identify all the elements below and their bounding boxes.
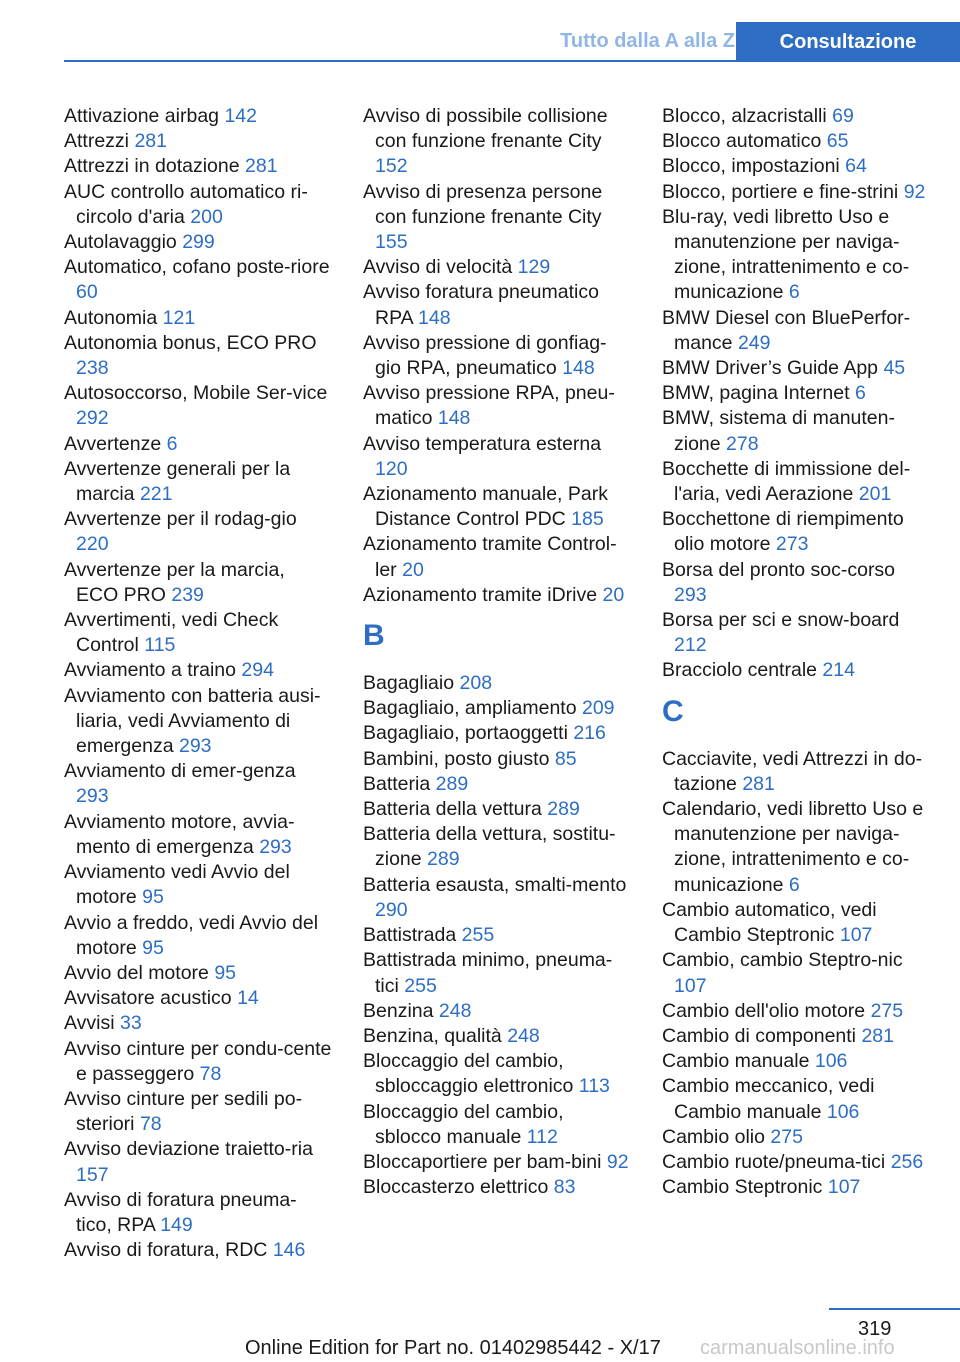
page-reference-link[interactable]: 208 bbox=[459, 672, 493, 695]
index-entry-term: Batteria della vettura, sostitu-zione bbox=[363, 823, 616, 871]
index-entry bbox=[662, 558, 930, 608]
page-reference-link[interactable]: 290 bbox=[375, 898, 408, 921]
index-entry bbox=[363, 873, 631, 923]
index-entry bbox=[64, 658, 332, 683]
page-reference-link[interactable]: 201 bbox=[858, 483, 892, 506]
index-entry-term: Batteria della vettura bbox=[363, 798, 542, 821]
index-entry-term: Bloccaportiere per bam-bini bbox=[363, 1150, 602, 1173]
index-entry bbox=[64, 911, 332, 961]
index-entry-term: Bambini, posto giusto bbox=[363, 747, 550, 770]
index-entry bbox=[64, 810, 332, 860]
page-reference-link[interactable]: 292 bbox=[76, 407, 109, 430]
page-reference-link[interactable]: 106 bbox=[814, 1050, 848, 1073]
page-reference-link[interactable]: 45 bbox=[883, 357, 906, 380]
index-entry bbox=[662, 1150, 930, 1175]
index-entry-term: Avvertenze per il rodag-gio bbox=[64, 508, 297, 531]
index-entry bbox=[363, 432, 631, 482]
index-entry bbox=[363, 532, 631, 582]
page-reference-link[interactable]: 6 bbox=[788, 281, 800, 304]
index-entry bbox=[363, 1049, 631, 1099]
page-reference-link[interactable]: 148 bbox=[437, 407, 471, 430]
page-reference-link[interactable]: 155 bbox=[375, 231, 408, 254]
section-title: Tutto dalla A alla Z bbox=[560, 30, 735, 52]
page-reference-link[interactable]: 238 bbox=[76, 357, 109, 380]
page-reference-link[interactable]: 20 bbox=[602, 583, 625, 606]
index-entry-term: Avviso di foratura pneuma-tico, RPA bbox=[64, 1188, 297, 1236]
index-entry bbox=[64, 381, 332, 431]
index-entry bbox=[662, 1049, 930, 1074]
index-entry bbox=[64, 432, 332, 457]
index-entry bbox=[662, 797, 930, 898]
index-entry bbox=[363, 381, 631, 431]
index-entry bbox=[662, 306, 930, 356]
index-entry bbox=[662, 999, 930, 1024]
page-reference-link[interactable]: 107 bbox=[827, 1176, 861, 1199]
page-reference-link[interactable]: 129 bbox=[517, 256, 551, 279]
index-entry-term: Cambio, cambio Steptro-nic bbox=[662, 949, 903, 972]
index-entry-term: Attrezzi bbox=[64, 130, 130, 153]
index-entry bbox=[64, 457, 332, 507]
page-reference-link[interactable]: 106 bbox=[826, 1100, 860, 1123]
index-entry-term: Cambio meccanico, vedi Cambio manuale bbox=[662, 1075, 875, 1123]
index-entry-term: Blocco, alzacristalli bbox=[662, 105, 827, 127]
page-reference-link[interactable]: 248 bbox=[507, 1024, 540, 1047]
index-entry-term: Avviso di possibile collisione con funzione frenante City bbox=[363, 105, 608, 153]
page-reference-link[interactable]: 255 bbox=[404, 974, 437, 997]
index-entry-term: Avviamento motore, avvia-mento di emergenza bbox=[64, 810, 295, 858]
index-entry-term: Azionamento tramite Control-ler bbox=[363, 533, 617, 581]
index-entry-term: Automatico, cofano poste-riore bbox=[64, 256, 330, 279]
page-reference-link[interactable]: 293 bbox=[674, 583, 707, 606]
index-entry-term: Avviso cinture per condu-cente e passeggero bbox=[64, 1037, 332, 1085]
page-reference-link[interactable]: 293 bbox=[76, 785, 109, 808]
page-reference-link[interactable]: 214 bbox=[822, 659, 855, 682]
page-reference-link[interactable]: 107 bbox=[839, 924, 873, 947]
index-entry-term: Avviso pressione di gonfiag-gio RPA, pneumatico bbox=[363, 331, 607, 380]
index-entry bbox=[64, 1137, 332, 1187]
index-entry bbox=[363, 747, 631, 772]
page-reference-link[interactable]: 78 bbox=[199, 1062, 222, 1085]
index-entry bbox=[662, 898, 930, 948]
index-entry-term: Batteria esausta, smalti-mento bbox=[363, 873, 627, 896]
page-reference-link[interactable]: 83 bbox=[553, 1176, 576, 1199]
index-entry bbox=[64, 986, 332, 1011]
index-entry-term: Avviso di foratura, RDC bbox=[64, 1239, 268, 1262]
index-entry-term: Autosoccorso, Mobile Ser-vice bbox=[64, 382, 328, 405]
index-entry-term: Battistrada minimo, pneuma-tici bbox=[363, 949, 613, 997]
page-reference-link[interactable]: 185 bbox=[571, 508, 604, 531]
index-entry bbox=[64, 759, 332, 809]
index-entry bbox=[662, 608, 930, 658]
page-reference-link[interactable]: 157 bbox=[76, 1163, 109, 1186]
index-entry-term: Avvertenze bbox=[64, 432, 162, 455]
page-reference-link[interactable]: 6 bbox=[854, 382, 866, 405]
page-reference-link[interactable]: 256 bbox=[890, 1150, 924, 1173]
index-entry-term: Avviso di velocità bbox=[363, 256, 513, 279]
index-entry-term: Avvisatore acustico bbox=[64, 987, 232, 1010]
index-entry-term: Avviamento vedi Avvio del motore bbox=[64, 861, 290, 909]
index-entry bbox=[363, 180, 631, 256]
index-entry-term: Avviamento a traino bbox=[64, 659, 236, 682]
page-reference-link[interactable]: 95 bbox=[142, 936, 164, 959]
index-column-1 bbox=[64, 104, 332, 1263]
page-reference-link[interactable]: 146 bbox=[272, 1239, 306, 1262]
index-entry bbox=[64, 1188, 332, 1238]
index-entry bbox=[64, 608, 332, 658]
index-entry-term: Azionamento tramite iDrive bbox=[363, 583, 598, 606]
page-reference-link[interactable]: 78 bbox=[139, 1113, 162, 1136]
index-entry-term: Cambio ruote/pneuma-tici bbox=[662, 1150, 886, 1173]
index-entry bbox=[662, 180, 930, 205]
page-reference-link[interactable]: 293 bbox=[178, 735, 212, 758]
index-entry-term: BMW, pagina Internet bbox=[662, 382, 850, 405]
index-entry bbox=[662, 154, 930, 179]
index-entry-term: Bocchettone di riempimento olio motore bbox=[662, 508, 904, 556]
page-reference-link[interactable]: 107 bbox=[674, 974, 707, 997]
index-entry-term: Avvertimenti, vedi Check Control bbox=[64, 609, 279, 657]
page-reference-link[interactable]: 273 bbox=[775, 533, 809, 556]
index-entry-term: Autolavaggio bbox=[64, 231, 177, 254]
index-entry bbox=[363, 721, 631, 746]
index-entry bbox=[363, 671, 631, 696]
page-reference-link[interactable]: 289 bbox=[547, 798, 580, 821]
page-reference-link[interactable]: 6 bbox=[788, 873, 800, 896]
page-reference-link[interactable]: 239 bbox=[171, 583, 204, 606]
index-entry bbox=[662, 658, 930, 683]
index-entry bbox=[64, 961, 332, 986]
index-entry-term: Avviso temperatura esterna bbox=[363, 432, 602, 455]
index-entry bbox=[662, 205, 930, 306]
index-entry bbox=[662, 747, 930, 797]
index-entry-term: Blocco, impostazioni bbox=[662, 155, 840, 178]
index-entry bbox=[64, 684, 332, 760]
index-entry bbox=[64, 331, 332, 381]
page-reference-link[interactable]: 275 bbox=[770, 1125, 803, 1148]
index-entry bbox=[64, 860, 332, 910]
index-entry-term: Bagagliaio, portaoggetti bbox=[363, 722, 568, 745]
index-entry bbox=[64, 1037, 332, 1087]
index-entry bbox=[363, 797, 631, 822]
page-reference-link[interactable]: 216 bbox=[573, 722, 606, 745]
index-entry bbox=[64, 1011, 332, 1036]
index-entry-term: Azionamento manuale, Park Distance Control PDC bbox=[363, 483, 608, 531]
page-reference-link[interactable]: 112 bbox=[526, 1125, 558, 1148]
page-reference-link[interactable]: 220 bbox=[76, 533, 109, 556]
footer-rule bbox=[829, 1308, 960, 1310]
page-reference-link[interactable]: 212 bbox=[674, 634, 707, 657]
page-reference-link[interactable]: 121 bbox=[162, 306, 196, 329]
index-entry-term: Battistrada bbox=[363, 924, 457, 947]
page-reference-link[interactable]: 20 bbox=[402, 558, 424, 581]
index-entry-term: Avvisi bbox=[64, 1012, 115, 1035]
page-reference-link[interactable]: 92 bbox=[903, 180, 926, 203]
page-reference-link[interactable]: 255 bbox=[461, 924, 495, 947]
page-reference-link[interactable]: 60 bbox=[76, 281, 98, 304]
page-reference-link[interactable]: 289 bbox=[435, 772, 469, 795]
index-entry bbox=[363, 999, 631, 1024]
page-reference-link[interactable]: 221 bbox=[139, 483, 173, 506]
index-entry bbox=[662, 1074, 930, 1124]
page-reference-link[interactable]: 65 bbox=[826, 130, 849, 153]
index-entry-term: Cambio Steptronic bbox=[662, 1176, 823, 1199]
index-entry bbox=[64, 558, 332, 608]
page-reference-link[interactable]: 120 bbox=[375, 457, 408, 480]
edition-note: Online Edition for Part no. 01402985442 - X/17 bbox=[245, 1337, 661, 1359]
index-entry-term: Calendario, vedi libretto Uso e manutenzione per naviga-zione, intrattenimento e co-municazione bbox=[662, 798, 924, 896]
index-entry bbox=[64, 104, 332, 129]
index-entry-term: Avviso di presenza persone con funzione frenante City bbox=[363, 180, 603, 228]
index-entry bbox=[64, 255, 332, 305]
page-reference-link[interactable]: 299 bbox=[182, 231, 215, 254]
index-entry-term: Cambio dell'olio motore bbox=[662, 999, 866, 1022]
index-entry bbox=[363, 280, 631, 330]
index-entry bbox=[363, 696, 631, 721]
index-entry bbox=[363, 104, 631, 180]
page-reference-link[interactable]: 281 bbox=[134, 130, 167, 153]
index-entry bbox=[64, 129, 332, 154]
index-entry-term: Benzina bbox=[363, 999, 434, 1022]
index-entry-term: Blocco, portiere e fine-strini bbox=[662, 180, 899, 203]
page-reference-link[interactable]: 249 bbox=[737, 331, 771, 354]
index-entry-term: Blocco automatico bbox=[662, 130, 822, 153]
page-reference-link[interactable]: 95 bbox=[214, 961, 237, 984]
index-entry-term: Bloccaggio del cambio, sblocco manuale bbox=[363, 1100, 564, 1148]
index-entry bbox=[662, 406, 930, 456]
page-reference-link[interactable]: 281 bbox=[861, 1024, 894, 1047]
index-entry-term: Batteria bbox=[363, 772, 431, 795]
index-entry-term: Borsa per sci e snow-board bbox=[662, 609, 900, 632]
index-entry-term: Cambio automatico, vedi Cambio Steptronic bbox=[662, 898, 877, 947]
index-entry bbox=[662, 948, 930, 998]
index-entry bbox=[363, 1024, 631, 1049]
index-entry-term: Avvio a freddo, vedi Avvio del motore bbox=[64, 911, 319, 959]
index-entry bbox=[662, 507, 930, 557]
page-reference-link[interactable]: 294 bbox=[241, 659, 274, 682]
index-letter-heading: B bbox=[363, 619, 385, 653]
page-reference-link[interactable]: 6 bbox=[166, 432, 178, 455]
index-entry-term: Bracciolo centrale bbox=[662, 659, 817, 682]
chapter-tab[interactable]: Consultazione bbox=[736, 22, 960, 62]
index-entry-term: Blu-ray, vedi libretto Uso e manutenzione per naviga-zione, intrattenimento e co-municazione bbox=[662, 205, 910, 304]
page-reference-link[interactable]: 275 bbox=[870, 999, 904, 1022]
index-entry bbox=[64, 1238, 332, 1263]
index-entry-term: BMW, sistema di manuten-zione bbox=[662, 407, 895, 455]
index-entry bbox=[64, 180, 332, 230]
index-column-2 bbox=[363, 104, 631, 1200]
index-entry-term: Borsa del pronto soc-corso bbox=[662, 558, 896, 581]
index-entry-term: Avvertenze per la marcia, ECO PRO bbox=[64, 558, 285, 606]
index-entry-term: Bocchette di immissione del-l'aria, vedi Aerazione bbox=[662, 457, 911, 506]
page-reference-link[interactable]: 85 bbox=[554, 747, 577, 770]
index-entry bbox=[363, 1100, 631, 1150]
page-reference-link[interactable]: 148 bbox=[562, 357, 595, 380]
page-reference-link[interactable]: 64 bbox=[845, 155, 867, 178]
index-entry-term: Cambio olio bbox=[662, 1125, 765, 1148]
index-entry-term: Avviso pressione RPA, pneu-matico bbox=[363, 382, 615, 430]
page-reference-link[interactable]: 115 bbox=[144, 634, 176, 657]
index-entry bbox=[64, 154, 332, 179]
page-reference-link[interactable]: 248 bbox=[438, 999, 472, 1022]
index-entry-term: Bloccasterzo elettrico bbox=[363, 1176, 549, 1199]
index-entry-term: Autonomia bonus, ECO PRO bbox=[64, 331, 317, 354]
index-column-3 bbox=[662, 104, 930, 1200]
page-reference-link[interactable]: 14 bbox=[237, 987, 259, 1010]
index-entry-term: Bagagliaio bbox=[363, 672, 455, 695]
index-entry-term: Avvertenze generali per la marcia bbox=[64, 457, 291, 506]
index-entry-term: Bagagliaio, ampliamento bbox=[363, 697, 577, 720]
index-entry bbox=[363, 1150, 631, 1175]
index-entry bbox=[363, 331, 631, 381]
page-reference-link[interactable]: 281 bbox=[742, 772, 775, 795]
page-reference-link[interactable]: 293 bbox=[259, 835, 292, 858]
index-entry-term: AUC controllo automatico ri-circolo d'aria bbox=[64, 180, 308, 228]
index-entry bbox=[64, 230, 332, 255]
index-letter-heading: C bbox=[662, 694, 684, 728]
page-reference-link[interactable]: 278 bbox=[726, 432, 759, 455]
index-entry bbox=[363, 1175, 631, 1200]
page-reference-link[interactable]: 148 bbox=[418, 306, 451, 329]
index-entry-term: Avviamento con batteria ausi-liaria, vedi Avviamento di emergenza bbox=[64, 684, 321, 758]
page-reference-link[interactable]: 289 bbox=[427, 848, 460, 871]
page-reference-link[interactable]: 209 bbox=[581, 697, 615, 720]
index-entry bbox=[64, 507, 332, 557]
index-entry bbox=[363, 923, 631, 948]
index-entry bbox=[662, 457, 930, 507]
page-reference-link[interactable]: 149 bbox=[160, 1213, 193, 1236]
index-entry-term: Avviso cinture per sedili po-steriori bbox=[64, 1087, 303, 1136]
index-entry bbox=[363, 482, 631, 532]
index-entry bbox=[64, 306, 332, 331]
index-entry bbox=[662, 381, 930, 406]
index-entry bbox=[662, 1175, 930, 1200]
index-entry-term: Avvio del motore bbox=[64, 961, 209, 984]
index-entry bbox=[363, 948, 631, 998]
index-entry bbox=[662, 129, 930, 154]
index-entry-term: Avviso deviazione traietto-ria bbox=[64, 1138, 313, 1161]
page-reference-link[interactable]: 33 bbox=[120, 1012, 142, 1035]
index-entry-term: Avviamento di emer-genza bbox=[64, 760, 296, 783]
index-entry-term: Cambio di componenti bbox=[662, 1024, 857, 1047]
watermark: carmanualsonline.info bbox=[700, 1337, 895, 1359]
page-reference-link[interactable]: 113 bbox=[578, 1075, 610, 1098]
index-entry-term: Bloccaggio del cambio, sbloccaggio elettronico bbox=[363, 1050, 574, 1098]
page-reference-link[interactable]: 95 bbox=[142, 886, 164, 909]
index-entry-term: BMW Diesel con BluePerfor-mance bbox=[662, 306, 911, 354]
index-entry-term: Avviso foratura pneumatico RPA bbox=[363, 281, 599, 329]
page-header bbox=[0, 0, 960, 62]
page-reference-link[interactable]: 152 bbox=[375, 155, 408, 178]
index-entry bbox=[662, 104, 930, 129]
index-entry bbox=[363, 583, 631, 608]
page-reference-link[interactable]: 142 bbox=[224, 105, 257, 127]
page-reference-link[interactable]: 69 bbox=[832, 105, 854, 127]
page-reference-link[interactable]: 281 bbox=[245, 155, 278, 178]
index-entry-term: Attivazione airbag bbox=[64, 105, 220, 127]
index-entry bbox=[64, 1087, 332, 1137]
index-entry-term: Autonomia bbox=[64, 306, 158, 329]
index-entry bbox=[662, 1024, 930, 1049]
index-entry bbox=[662, 356, 930, 381]
index-entry-term: Cambio manuale bbox=[662, 1050, 810, 1073]
page-number: 319 bbox=[858, 1318, 892, 1340]
index-entry bbox=[363, 822, 631, 872]
index-entry bbox=[363, 255, 631, 280]
page-reference-link[interactable]: 200 bbox=[190, 205, 223, 228]
page-reference-link[interactable]: 92 bbox=[606, 1150, 629, 1173]
index-entry-term: Benzina, qualità bbox=[363, 1024, 502, 1047]
index-entry bbox=[363, 772, 631, 797]
index-entry-term: Cacciavite, vedi Attrezzi in do-tazione bbox=[662, 747, 923, 795]
header-rule bbox=[64, 60, 736, 62]
index-entry-term: BMW Driver’s Guide App bbox=[662, 357, 879, 380]
index-entry-term: Attrezzi in dotazione bbox=[64, 155, 240, 178]
index-entry bbox=[662, 1125, 930, 1150]
